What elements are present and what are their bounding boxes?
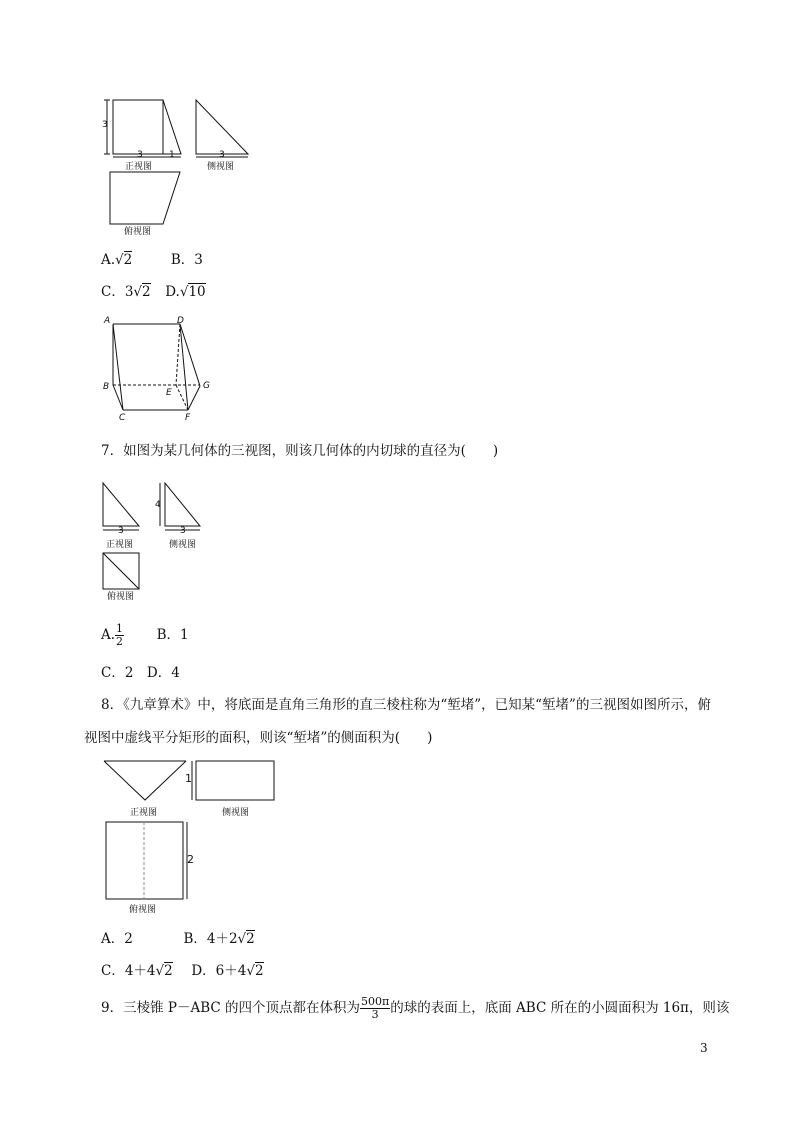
q9-fraction: $\frac{500\pi}{3}$ xyxy=(361,995,390,1021)
q8-dim-2: 2 xyxy=(187,853,194,866)
q9-text: 9．三棱锥 P－ABC 的四个顶点都在体积为 $\frac{500\pi}{3}$ 的球的表面上，底面 ABC 所在的小圆面积为 16π，则该 xyxy=(101,995,730,1021)
q7-text: 7．如图为某几何体的三视图，则该几何体的内切球的直径为( ) xyxy=(101,443,499,459)
q8-options-row2 xyxy=(101,962,264,980)
q7-dim-height: 4 xyxy=(155,500,161,510)
q6-option-b: B．3 xyxy=(170,252,203,268)
solid-label-A: A xyxy=(104,316,111,326)
q8-dim-1: 1 xyxy=(185,772,192,785)
q6-top-label: 俯视图 xyxy=(124,227,152,237)
q7-dim-side: 3 xyxy=(180,526,186,536)
q8-side-view xyxy=(196,761,274,800)
q8-side-label: 侧视图 xyxy=(222,808,250,818)
solid-label-E: E xyxy=(166,388,172,398)
q7-option-b: B．1 xyxy=(156,627,189,643)
q8-option-a: A．2 xyxy=(101,931,133,947)
q7-side-label: 侧视图 xyxy=(169,540,197,550)
solid-label-B: B xyxy=(103,382,110,392)
q6-dim-side: 3 xyxy=(219,150,225,160)
q8-front-label: 正视图 xyxy=(130,808,158,818)
q6-dim-width: 3 xyxy=(137,150,143,160)
q8-option-d: D．6＋4√2 xyxy=(191,963,264,979)
q6-dim-height: 3 xyxy=(102,120,108,130)
solid-label-G: G xyxy=(203,381,210,391)
q7-top-label: 俯视图 xyxy=(107,592,135,602)
page-number: 3 xyxy=(700,1041,708,1055)
q8-top-label: 俯视图 xyxy=(129,905,157,915)
q7-options-row2: C．2 D．4 xyxy=(101,665,180,681)
q7-front-label: 正视图 xyxy=(106,540,134,550)
q8-options-row1 xyxy=(101,930,255,948)
q8-option-c: C．4＋4√2 xyxy=(101,963,173,979)
q8-text-line1: 8．《九章算术》中，将底面是直角三角形的直三棱柱称为“堑堵”，已知某“堑堵”的三视图如图所示，俯 xyxy=(101,697,711,713)
q7-dim-front: 3 xyxy=(118,526,124,536)
solid-label-F: F xyxy=(185,413,191,423)
q6-option-d: D.√10 xyxy=(165,284,206,300)
q6-dim-one: 1 xyxy=(169,150,175,160)
q8-text-line2: 视图中虚线平分矩形的面积，则该“堑堵”的侧面积为( ) xyxy=(84,730,433,746)
q6-front-label: 正视图 xyxy=(125,162,153,172)
q8-front-view xyxy=(104,761,186,800)
q6-option-c: C．3√2 xyxy=(101,284,151,300)
q7-option-a: A. $\frac{1}{2}$ xyxy=(101,622,124,648)
q6-option-a: A.√2 xyxy=(101,252,133,268)
q8-option-b: B．4＋2√2 xyxy=(183,931,255,947)
q6-side-label: 侧视图 xyxy=(207,162,235,172)
solid-label-D: D xyxy=(177,316,184,326)
solid-label-C: C xyxy=(119,413,126,423)
